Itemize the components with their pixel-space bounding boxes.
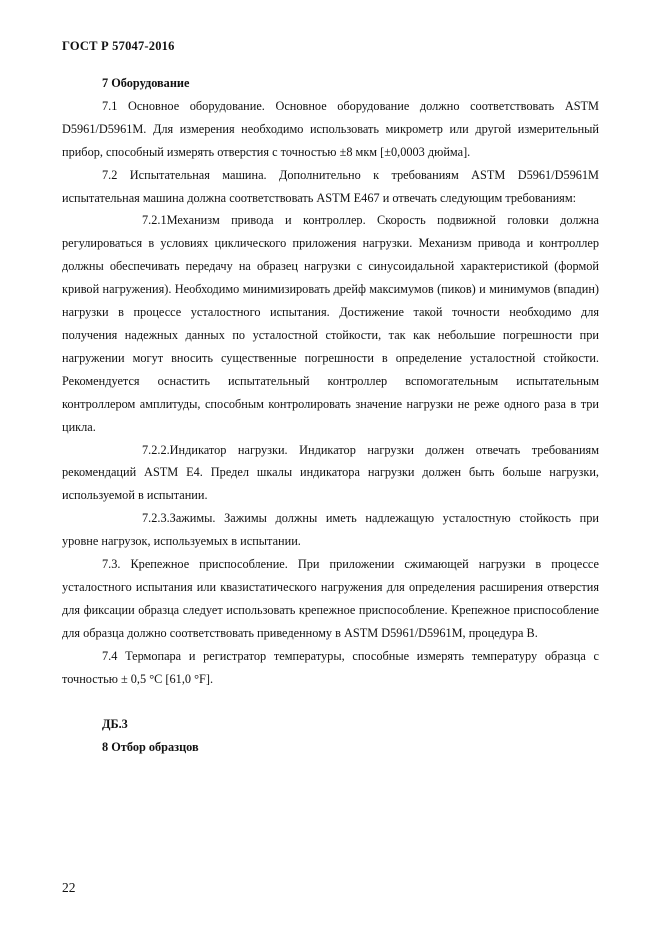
section-8-title: 8 Отбор образцов: [102, 740, 199, 755]
clause-number: 7.2.2.: [142, 442, 170, 457]
paragraph-7-2: 7.2 Испытательная машина. Дополнительно к требованиям ASTM D5961/D5961M испытательная машина должна соответствовать ASTM E467 и отвечать следующим требованиям:: [62, 167, 599, 205]
clause-text: Механизм привода и контроллер. Скорость подвижной головки должна регулироваться в условиях циклического приложения нагрузки. Механизм привода и контроллер должны обеспечивать передачу на образец нагрузки с синусоидальной характеристикой (формой кривой нагружения). Необходимо минимизировать дрейф максимумов (пиков) и минимумов (впадин) нагрузки в процессе усталостного испытания. Достижение такой точности необходимо для получения надежных данных по усталостной стойкости, так как небольшие погрешности при нагружении могут вносить существенные погрешности в определение усталостной стойкости. Рекомендуется оснастить испытательный контроллер вспомогательным испытательным контроллером амплитуды, способным контролировать значение нагрузки не реже одного раза в три цикла.: [62, 213, 599, 434]
paragraph-7-4: 7.4 Термопара и регистратор температуры, способные измерять температуру образца с точностью ± 0,5 °C [61,0 °F].: [62, 648, 599, 686]
clause-number: 7.2.3.: [142, 511, 170, 526]
spacer: [62, 690, 599, 713]
document-header: ГОСТ Р 57047-2016: [62, 39, 175, 53]
paragraph-7-2-2: [62, 439, 599, 508]
section-7-title: 7 Оборудование: [102, 76, 190, 90]
paragraph-7-3: 7.3. Крепежное приспособление. При приложении сжимающей нагрузки в процессе усталостного испытания или квазистатического нагружения для определения расширения отверстия для фиксации образца следует использовать крепежное приспособление. Крепежное приспособление для образца должно соответствовать приведенному в ASTM D5961/D5961M, процедура B.: [62, 557, 599, 640]
clause-number: 7.2.1: [142, 213, 167, 228]
appendix-label: ДБ.3: [102, 717, 128, 732]
paragraph-7-2-3: [62, 507, 599, 553]
document-body: [62, 72, 599, 759]
clause-text: Зажимы. Зажимы должны иметь надлежащую усталостную стойкость при уровне нагрузок, используемых в испытании.: [62, 511, 599, 549]
clause-text: Индикатор нагрузки. Индикатор нагрузки должен отвечать требованиям рекомендаций ASTM E4. Предел шкалы индикатора нагрузки должен быть больше нагрузки, используемой в испытании.: [62, 442, 599, 503]
paragraph-7-1: 7.1 Основное оборудование. Основное оборудование должно соответствовать ASTM D5961/D5961M. Для измерения необходимо использовать микрометр или другой измерительный прибор, способный измерять отверстия с точностью ±8 мкм [±0,0003 дюйма].: [62, 98, 599, 159]
paragraph-7-2-1: [62, 209, 599, 438]
page-number: 22: [62, 880, 76, 895]
